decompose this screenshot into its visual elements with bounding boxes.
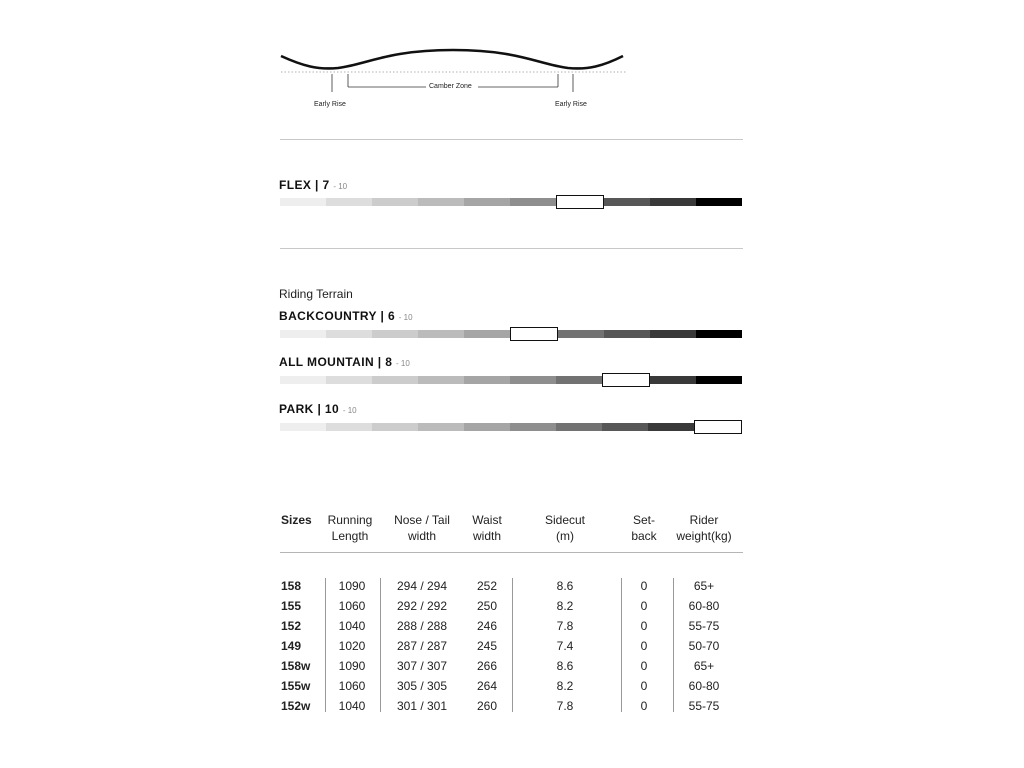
- scale-segment-8: [602, 373, 650, 387]
- scale-segment-9: [650, 198, 696, 206]
- cell-sidecut: 7.8: [556, 699, 574, 713]
- table-row: [280, 636, 743, 656]
- scale-segment-1: [280, 423, 326, 431]
- early-rise-right-label: Early Rise: [555, 101, 587, 108]
- scale-segment-9: [650, 330, 696, 338]
- flex-max: - 10: [333, 182, 348, 191]
- table-row: [280, 656, 743, 676]
- cell-setback: 0: [640, 679, 648, 693]
- cell-sidecut: 7.4: [556, 639, 574, 653]
- backcountry-scale: [280, 327, 742, 341]
- cell-setback: 0: [640, 599, 648, 613]
- table-row: [280, 696, 743, 716]
- scale-segment-2: [326, 330, 372, 338]
- backcountry-label-text: BACKCOUNTRY | 6: [279, 309, 396, 323]
- scale-segment-3: [372, 376, 418, 384]
- scale-segment-2: [326, 376, 372, 384]
- cell-setback: 0: [640, 639, 648, 653]
- park-scale: [280, 420, 742, 434]
- cell-waist-width: 252: [476, 579, 498, 593]
- cell-sidecut: 8.6: [556, 659, 574, 673]
- scale-segment-4: [418, 376, 464, 384]
- cell-sidecut: 8.2: [556, 599, 574, 613]
- table-header-rule: [280, 552, 743, 553]
- cell-size: 155w: [281, 679, 311, 693]
- cell-nose-tail-width: 287 / 287: [396, 639, 448, 653]
- scale-segment-8: [602, 423, 648, 431]
- header-setback: Set- back: [631, 513, 657, 543]
- scale-segment-6: [510, 423, 556, 431]
- park-label-text: PARK | 10: [279, 402, 340, 416]
- flex-label: [279, 178, 347, 192]
- cell-size: 152: [281, 619, 302, 633]
- scale-segment-7: [558, 330, 604, 338]
- header-rider-weight: Rider weight(kg): [676, 513, 732, 543]
- table-row: [280, 576, 743, 596]
- scale-segment-3: [372, 330, 418, 338]
- cell-rider-weight: 55-75: [688, 699, 720, 713]
- cell-running-length: 1040: [338, 699, 366, 713]
- scale-segment-6: [510, 198, 556, 206]
- riding-terrain-title: Riding Terrain: [279, 287, 353, 301]
- backcountry-label: [279, 309, 413, 323]
- scale-segment-1: [280, 330, 326, 338]
- cell-setback: 0: [640, 699, 648, 713]
- header-sidecut: Sidecut (m): [544, 513, 586, 543]
- all-mountain-max: - 10: [396, 359, 410, 368]
- scale-segment-9: [648, 423, 694, 431]
- cell-waist-width: 264: [476, 679, 498, 693]
- cell-sidecut: 8.6: [556, 579, 574, 593]
- scale-segment-3: [372, 423, 418, 431]
- table-row: [280, 616, 743, 636]
- all-mountain-scale: [280, 373, 742, 387]
- early-rise-left-label: Early Rise: [314, 101, 346, 108]
- cell-size: 158w: [281, 659, 311, 673]
- backcountry-max: - 10: [398, 313, 413, 322]
- scale-segment-5: [464, 330, 510, 338]
- board-profile-curve: [281, 50, 623, 69]
- cell-nose-tail-width: 288 / 288: [396, 619, 448, 633]
- scale-segment-6: [510, 376, 556, 384]
- cell-nose-tail-width: 292 / 292: [396, 599, 448, 613]
- cell-rider-weight: 65+: [693, 579, 715, 593]
- cell-waist-width: 246: [476, 619, 498, 633]
- header-sizes: Sizes: [281, 513, 312, 527]
- flex-scale: [280, 195, 742, 209]
- scale-segment-4: [418, 423, 464, 431]
- cell-setback: 0: [640, 659, 648, 673]
- cell-waist-width: 260: [476, 699, 498, 713]
- cell-running-length: 1060: [338, 599, 366, 613]
- park-max: - 10: [342, 406, 357, 415]
- cell-size: 152w: [281, 699, 311, 713]
- cell-size: 155: [281, 599, 302, 613]
- scale-segment-4: [418, 330, 464, 338]
- scale-segment-10: [696, 330, 742, 338]
- scale-segment-8: [604, 198, 650, 206]
- scale-segment-5: [464, 198, 510, 206]
- cell-nose-tail-width: 307 / 307: [396, 659, 448, 673]
- cell-rider-weight: 55-75: [688, 619, 720, 633]
- scale-segment-10: [696, 198, 742, 206]
- scale-segment-2: [326, 198, 372, 206]
- cell-rider-weight: 50-70: [688, 639, 720, 653]
- divider-top: [280, 139, 743, 140]
- camber-zone-label: Camber Zone: [429, 83, 472, 90]
- cell-nose-tail-width: 294 / 294: [396, 579, 448, 593]
- cell-waist-width: 250: [476, 599, 498, 613]
- scale-segment-1: [280, 198, 326, 206]
- scale-segment-10: [694, 420, 742, 434]
- scale-segment-5: [464, 376, 510, 384]
- all-mountain-label: [279, 355, 410, 369]
- scale-segment-10: [696, 376, 742, 384]
- all-mountain-label-text: ALL MOUNTAIN | 8: [279, 355, 393, 369]
- scale-segment-3: [372, 198, 418, 206]
- flex-label-text: FLEX | 7: [279, 178, 330, 192]
- cell-size: 149: [281, 639, 302, 653]
- header-nose-tail-width: Nose / Tail width: [394, 513, 450, 543]
- scale-segment-6: [510, 327, 558, 341]
- cell-running-length: 1090: [338, 579, 366, 593]
- cell-running-length: 1060: [338, 679, 366, 693]
- table-row: [280, 676, 743, 696]
- scale-segment-7: [556, 423, 602, 431]
- cell-nose-tail-width: 305 / 305: [396, 679, 448, 693]
- table-row: [280, 596, 743, 616]
- cell-sidecut: 8.2: [556, 679, 574, 693]
- cell-sidecut: 7.8: [556, 619, 574, 633]
- scale-segment-4: [418, 198, 464, 206]
- cell-running-length: 1090: [338, 659, 366, 673]
- cell-rider-weight: 65+: [693, 659, 715, 673]
- scale-segment-5: [464, 423, 510, 431]
- cell-rider-weight: 60-80: [688, 679, 720, 693]
- scale-segment-9: [650, 376, 696, 384]
- divider-middle: [280, 248, 743, 249]
- cell-setback: 0: [640, 579, 648, 593]
- scale-segment-7: [556, 376, 602, 384]
- scale-segment-8: [604, 330, 650, 338]
- cell-rider-weight: 60-80: [688, 599, 720, 613]
- cell-waist-width: 245: [476, 639, 498, 653]
- cell-size: 158: [281, 579, 302, 593]
- cell-setback: 0: [640, 619, 648, 633]
- park-label: [279, 402, 357, 416]
- header-waist-width: Waist width: [472, 513, 502, 543]
- cell-running-length: 1020: [338, 639, 366, 653]
- scale-segment-7: [556, 195, 604, 209]
- scale-segment-2: [326, 423, 372, 431]
- cell-waist-width: 266: [476, 659, 498, 673]
- cell-nose-tail-width: 301 / 301: [396, 699, 448, 713]
- scale-segment-1: [280, 376, 326, 384]
- cell-running-length: 1040: [338, 619, 366, 633]
- header-running-length: Running Length: [327, 513, 373, 543]
